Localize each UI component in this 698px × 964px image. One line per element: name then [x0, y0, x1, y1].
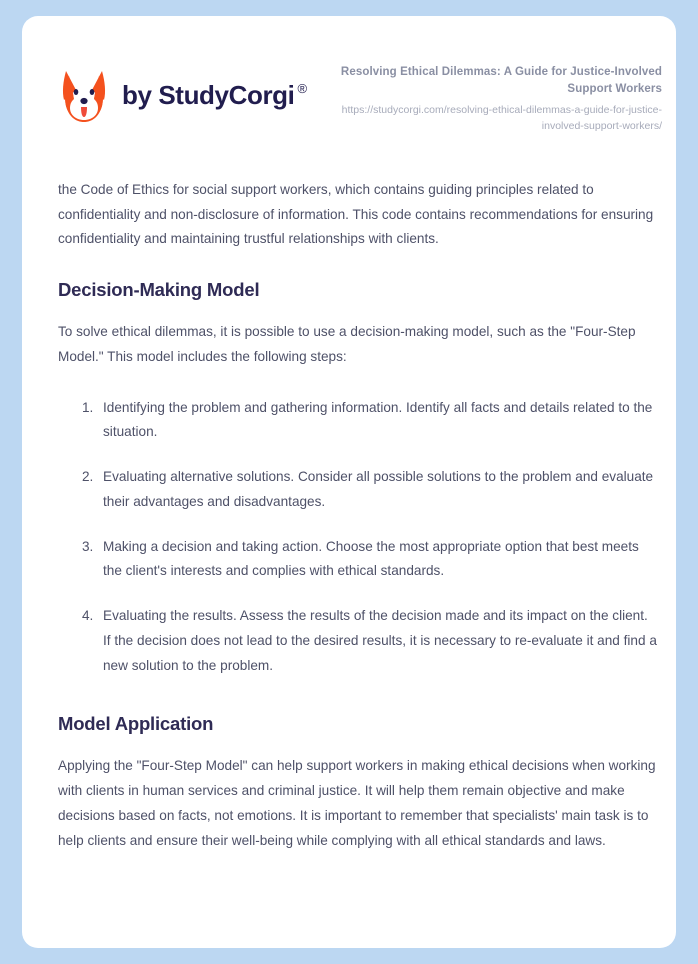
- list-item-text: Evaluating alternative solutions. Consider all possible solutions to the problem and evaluate their advantages and disadvantages.: [103, 469, 654, 509]
- section-heading-decision-making-model: Decision-Making Model: [58, 279, 260, 301]
- list-item: [58, 604, 658, 678]
- four-step-model-list: [58, 396, 658, 679]
- list-item: [58, 535, 658, 584]
- brand-wordmark: [122, 80, 307, 111]
- document-body: [58, 178, 658, 879]
- page-title: Resolving Ethical Dilemmas: A Guide for Justice-Involved Support Workers: [340, 66, 662, 95]
- list-item-marker: 4.: [82, 608, 94, 624]
- list-item-text: Evaluating the results. Assess the results of the decision made and its impact on the client. If the decision does not lead to the desired results, it is necessary to re-evaluate it and find a new solution to the problem.: [103, 608, 657, 673]
- corgi-head-icon: [58, 68, 110, 122]
- registered-trademark-icon: ®: [297, 80, 307, 96]
- source-url[interactable]: https://studycorgi.com/resolving-ethical-dilemmas-a-guide-for-justice-involved-support-workers/: [341, 104, 662, 133]
- list-item-text: Identifying the problem and gathering information. Identify all facts and details related to the situation.: [103, 399, 653, 440]
- brand-logo: [58, 68, 307, 122]
- list-item: [58, 396, 658, 445]
- spacer: [58, 704, 658, 712]
- list-item-marker: 1.: [82, 399, 94, 415]
- section-two-paragraph: Applying the "Four-Step Model" can help support workers in making ethical decisions when working with clients in human services and criminal justice. It will help them remain objective and make decisions based on facts, not emotions. It is important to remember that specialists' main task is to help clients and ensure their well-being while complying with all ethical standards and laws.: [58, 758, 656, 848]
- list-item-marker: 2.: [82, 469, 94, 485]
- list-item-marker: 3.: [82, 538, 94, 554]
- list-item-text: Making a decision and taking action. Choose the most appropriate option that best meets the client's interests and complies with ethical standards.: [103, 538, 639, 579]
- list-item: [58, 465, 658, 514]
- document-card: [22, 16, 676, 948]
- section-one-lead-paragraph: To solve ethical dilemmas, it is possible to use a decision-making model, such as the "Four-Step Model." This model includes the following steps:: [58, 324, 636, 364]
- header-meta: [312, 60, 662, 135]
- intro-paragraph: the Code of Ethics for social support workers, which contains guiding principles related to confidentiality and non-disclosure of information. This code contains recommendations for ensuring confidentiality and maintaining trustful relationships with clients.: [58, 182, 654, 247]
- section-heading-model-application: Model Application: [58, 713, 214, 735]
- brand-wordmark-text: by StudyCorgi: [122, 79, 295, 110]
- document-header: [22, 16, 676, 156]
